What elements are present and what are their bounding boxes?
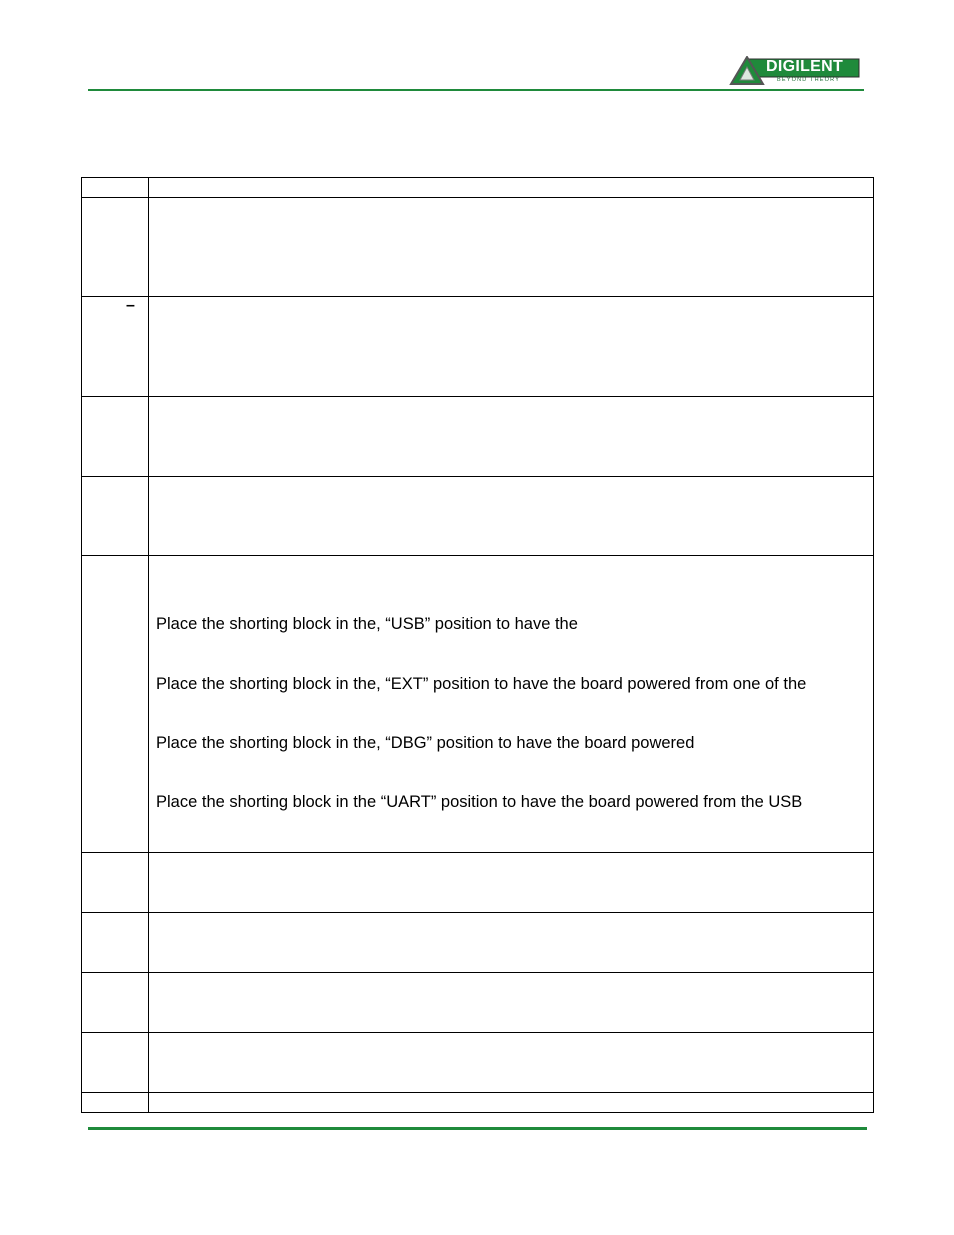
footer-rule — [88, 1127, 867, 1130]
table-row-line — [81, 852, 874, 853]
table-cell-text: Place the shorting block in the, “USB” position to have the — [156, 615, 578, 633]
table-cell-text: Place the shorting block in the “UART” position to have the board powered from the USB — [156, 793, 803, 811]
table-cell-text: Place the shorting block in the, “EXT” position to have the board powered from one of the — [156, 675, 807, 693]
table-row-line — [81, 912, 874, 913]
table-row-line — [81, 1112, 874, 1113]
table-row-line — [81, 972, 874, 973]
header-rule — [88, 89, 864, 91]
table-row-line — [81, 1092, 874, 1093]
table-row-line — [81, 555, 874, 556]
table-row-line — [81, 296, 874, 297]
table-row-line — [81, 1032, 874, 1033]
logo-tagline: BEYOND THEORY — [777, 77, 841, 83]
table-row-line — [81, 197, 874, 198]
table-row-line — [81, 476, 874, 477]
table-cell-text: Place the shorting block in the, “DBG” position to have the board powered — [156, 734, 695, 752]
table-row-line — [81, 177, 874, 178]
table-row-label: – — [126, 297, 135, 314]
table-row-line — [81, 396, 874, 397]
logo-wordmark: DIGILENT — [766, 58, 844, 75]
digilent-logo — [729, 56, 860, 86]
